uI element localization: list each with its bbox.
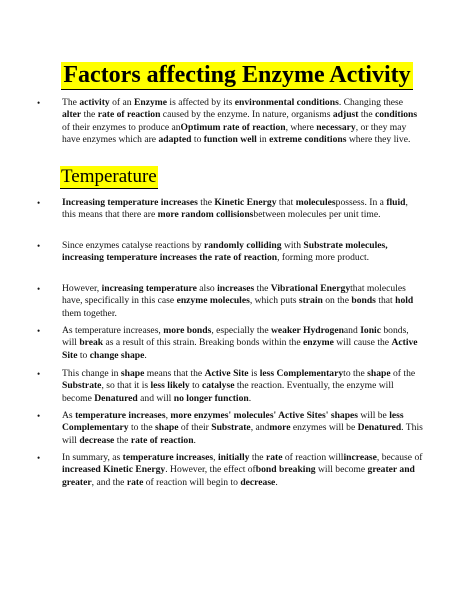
list-item [37,240,423,265]
bold-term: environmental conditions [234,97,339,108]
text-run: the [81,109,98,121]
section-heading: Temperature [61,166,157,187]
bold-term: adapted [158,133,192,145]
bold-term: strain [298,295,323,307]
bold-term: Vibrational Energy [270,283,351,294]
bold-term: more [269,422,291,434]
text-run: as a result of this strain. Breaking bonds within the [103,337,303,349]
text-run: , [165,410,171,421]
bold-term: more random collisions [157,209,254,221]
bold-term: hold [395,295,414,307]
text-run: will be [358,410,390,421]
bold-term: Substrate molecules, increasing temperature increases the rate of reaction [62,240,388,264]
list-item-text [62,368,423,405]
list-item [37,283,423,320]
bold-term: shape [155,422,179,434]
list-item-text [62,452,423,489]
bold-term: Kinetic Energy [214,197,277,208]
bold-term: rate [265,452,283,463]
text-run: caused by the enzyme. In nature, organisms [160,109,333,121]
bold-term: rate of reaction [130,434,194,446]
bold-term: extreme conditions [269,133,347,145]
list-item-text [62,410,423,447]
text-run: the [197,197,215,208]
text-run: Since enzymes catalyse reactions by [62,240,204,251]
list-item [37,452,423,489]
text-run: means that the [144,368,205,379]
bold-term: increasing temperature [101,283,197,294]
text-run: . Changing these [338,97,404,108]
bold-term: no longer function [173,392,249,404]
intro-text [62,97,423,146]
text-run: and [343,325,361,336]
bold-term: weaker Hydrogen [270,325,344,336]
text-run: to [77,349,90,361]
bullet-icon: • [37,453,41,463]
text-run: the reaction. Eventually, the enzyme will become [62,380,394,404]
text-run: that molecules have, specifically in this case [62,283,406,307]
text-run: . [275,476,278,488]
bold-term: fluid [386,197,406,208]
text-run: the [249,452,266,463]
bold-term: Increasing temperature increases [62,197,198,208]
text-run: to [191,133,204,145]
text-run: . [248,392,252,404]
bold-term: molecules [295,197,336,208]
bullet-icon: • [37,198,41,208]
text-run: between molecules per unit time. [253,209,381,221]
text-run: , which puts [249,295,299,307]
text-run: The [62,97,80,108]
bold-term: initially [217,452,250,463]
bold-term: rate [126,476,144,488]
text-run: This change in [62,368,121,379]
text-run: As temperature increases, [62,325,164,336]
bold-term: randomly colliding [204,240,282,251]
bold-term: temperature increases [122,452,214,463]
intro-paragraph [37,97,423,146]
section-heading-container [60,166,158,189]
bold-term: less likely [150,380,190,392]
text-run: to the [343,368,368,379]
bold-term: Ionic [360,325,381,336]
bold-term: more enzymes' molecules' Active Sites' shapes [170,410,359,421]
text-run: in [256,133,270,145]
bullet-icon: • [37,284,41,294]
text-run: on the [322,295,352,307]
bold-term: temperature increases [75,410,166,421]
text-run: is [248,368,260,379]
text-run: , because of [376,452,423,463]
bold-term: decrease [240,476,276,488]
text-run: them together. [62,307,117,319]
text-run: of reaction will [282,452,344,463]
bold-term: Enzyme [133,97,167,108]
text-run: and will [137,392,174,404]
text-run: , [213,452,218,463]
list-item-text [62,283,423,320]
bold-term: break [79,337,104,349]
bold-term: Substrate [211,422,251,434]
text-run: , or they may have enzymes which are [62,121,407,145]
text-run: will become [315,464,368,476]
text-run: possess. In a [335,197,387,208]
bold-term: change shape [89,349,145,361]
text-run: bonds, will [62,325,409,349]
text-run: . [193,434,196,446]
text-run: , and [250,422,270,434]
bold-term: rate of reaction [97,109,161,121]
text-run: where they live. [346,133,411,145]
bullet-icon: • [37,326,41,336]
text-run: of an [109,97,134,108]
bullet-icon: • [37,369,41,379]
text-run: the [114,434,131,446]
list-item [37,325,423,362]
text-run: to the [128,422,155,434]
text-run: However, [62,283,102,294]
text-run: , where [285,121,317,133]
list-item-text [62,325,423,362]
text-run: will cause the [333,337,392,349]
bullet-icon: • [37,411,41,421]
bold-term: increase [343,452,377,463]
bold-term: enzyme molecules [176,295,250,307]
list-item [37,410,423,447]
bold-term: Denatured [357,422,402,434]
bold-term: less Complementary [62,410,404,434]
page-title: Factors affecting Enzyme Activity [63,62,411,88]
text-run: with [281,240,304,251]
text-run: In summary, as [62,452,123,463]
bold-term: conditions [375,109,418,121]
bold-term: activity [79,97,110,108]
text-run: the [254,283,271,294]
bold-term: less Complementary [259,368,344,379]
bold-term: alter [62,109,82,121]
text-run: that [375,295,396,307]
text-run: that [276,197,296,208]
bold-term: necessary [316,121,356,133]
bold-term: decrease [79,434,115,446]
bold-term: function well [203,133,257,145]
bold-term: shape [120,368,145,379]
text-run: , so that it is [101,380,151,392]
text-run: of their [178,422,212,434]
bold-term: enzyme [302,337,334,349]
bullet-icon: • [37,98,41,108]
bold-term: catalyse [201,380,235,392]
bold-term: Optimum rate of reaction [180,121,286,133]
bold-term: increases [217,283,255,294]
text-run: is affected by its [167,97,235,108]
list-item-text [62,197,423,222]
bold-term: Substrate [62,380,102,392]
text-run: to [189,380,202,392]
text-run: the [358,109,375,121]
text-run: . This will [62,422,423,446]
list-item [37,368,423,405]
bold-term: Active Site [62,337,418,361]
text-run: also [196,283,218,294]
text-run: of their enzymes to produce an [62,121,181,133]
title-container [0,62,474,90]
text-run: . However, the effect of [165,464,256,476]
bold-term: greater and greater [62,464,415,488]
list-item [37,197,423,222]
bold-term: bond breaking [255,464,316,476]
text-run: , this means that there are [62,197,408,221]
bold-term: adjust [332,109,359,121]
text-run: , especially the [211,325,271,336]
bold-term: Active Site [204,368,249,379]
bold-term: increased Kinetic Energy [62,464,166,476]
bold-term: Denatured [94,392,138,404]
text-run: , and the [91,476,127,488]
bold-term: bonds [351,295,376,307]
text-run: of the [390,368,416,379]
text-run: of reaction will begin to [143,476,241,488]
text-run: , forming more product. [277,252,370,264]
text-run: enzymes will be [290,422,358,434]
list-item-text [62,240,423,265]
bold-term: shape [367,368,391,379]
text-run: As [62,410,76,421]
bullet-icon: • [37,241,41,251]
text-run: . [144,349,147,361]
bold-term: more bonds [163,325,212,336]
